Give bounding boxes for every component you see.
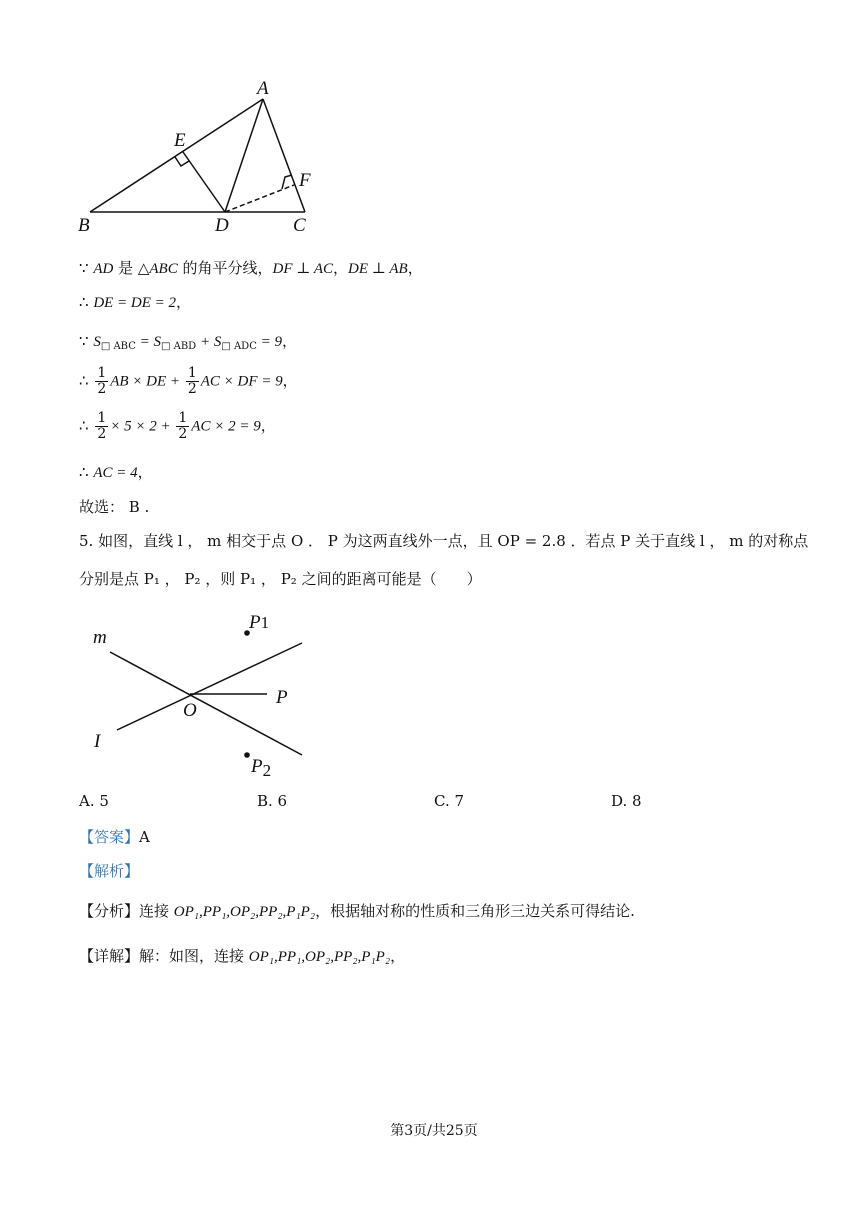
segment-df <box>225 185 294 212</box>
label-l: I <box>94 731 101 752</box>
label-f: F <box>299 170 311 191</box>
analysis-tag: 【解析】 <box>79 862 140 880</box>
label-c: C <box>293 215 306 236</box>
option-b: B. 6 <box>257 792 288 810</box>
segment-de <box>183 152 225 212</box>
question-5-line-1: 5. 如图，直线 l ， m 相交于点 O ． P 为这两直线外一点，且 OP = 2.8 ．若点 P 关于直线 l ， m 的对称点 <box>79 532 809 550</box>
lines-figure <box>85 605 325 785</box>
segment-ac <box>263 99 305 212</box>
label-a: A <box>257 78 269 99</box>
xiangjie-line: 【详解】解：如图，连接 OP₁,PP₁,OP₂,PP₂,P₁P₂， <box>79 947 406 965</box>
proof-conclusion: 故选： B . <box>79 498 150 516</box>
point-p2 <box>244 752 250 758</box>
segment-ab <box>90 99 263 212</box>
option-d: D. 8 <box>611 792 642 810</box>
question-5-line-2: 分别是点 P₁ ， P₂ ，则 P₁ ， P₂ 之间的距离可能是（ ） <box>79 570 482 588</box>
proof-line-4: ∴ $\frac{1}{2}$ AB × DE + $\frac{1}{2}$ AC × DF = 9， <box>79 365 298 397</box>
fraction-half: $\frac{1}{2}$ <box>187 365 197 397</box>
page-footer: 第3页/共25页 <box>390 1123 478 1139</box>
label-p2: P2 <box>251 756 272 780</box>
line-m <box>110 652 302 755</box>
label-p: P <box>276 687 288 708</box>
label-b: B <box>78 215 90 236</box>
label-m: m <box>93 627 107 648</box>
option-c: C. 7 <box>434 792 465 810</box>
fraction-half: $\frac{1}{2}$ <box>97 410 107 442</box>
answer-tag: 【答案】 <box>79 828 140 846</box>
right-angle-mark-f <box>282 175 292 189</box>
proof-line-3: ∵ $S_{□ ABC} = S_{□ ABD} + S_{□ ADC} = 9$， <box>79 332 297 352</box>
proof-line-6: ∴ AC = 4， <box>79 463 153 481</box>
fraction-half: $\frac{1}{2}$ <box>178 410 188 442</box>
proof-line-1: ∵ AD 是 △ABC 的角平分线，DF ⊥ AC，DE ⊥ AB， <box>79 259 423 277</box>
answer-line <box>79 826 150 847</box>
line-l <box>117 643 302 730</box>
fraction-half: $\frac{1}{2}$ <box>97 365 107 397</box>
label-d: D <box>215 215 229 236</box>
option-a: A. 5 <box>79 792 109 810</box>
label-e: E <box>174 130 186 151</box>
label-o: O <box>183 700 197 721</box>
triangle-figure <box>70 74 330 239</box>
answer-value: A <box>139 828 150 846</box>
proof-line-2: ∴ DE = DE = 2， <box>79 293 192 311</box>
fenxi-line: 【分析】连接 OP₁,PP₁,OP₂,PP₂,P₁P₂，根据轴对称的性质和三角形三边关系可得结论. <box>79 902 635 920</box>
segment-ad <box>225 99 263 212</box>
label-p1: P1 <box>249 612 270 633</box>
proof-line-5: ∴ $\frac{1}{2}$ × 5 × 2 + $\frac{1}{2}$ AC × 2 = 9， <box>79 410 276 442</box>
